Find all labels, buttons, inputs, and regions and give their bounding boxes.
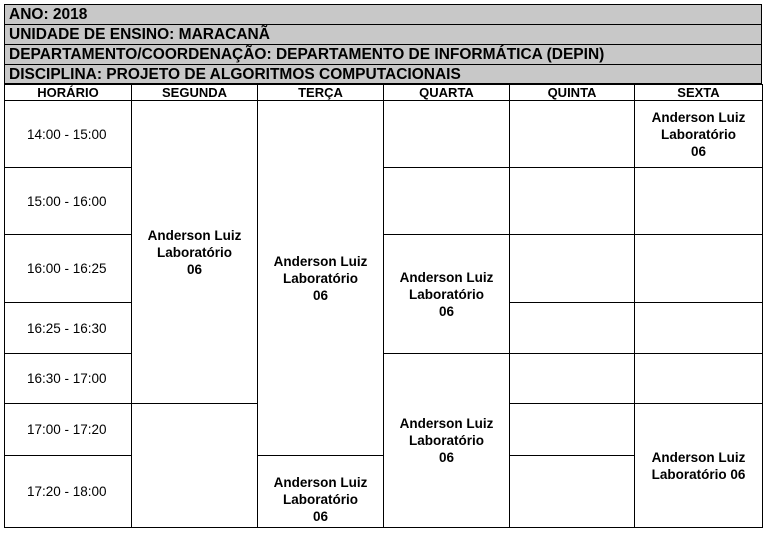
table-header-row [5,85,763,101]
col-quinta: QUINTA [510,85,635,101]
teacher-name: Anderson Luiz [273,253,368,269]
teacher-name: Anderson Luiz [273,475,368,490]
col-quarta: QUARTA [384,85,510,101]
room-number: 06 [312,509,329,524]
empty-cell [510,303,635,354]
room-number: 06 [312,287,329,303]
col-terca: TERÇA [258,85,384,101]
col-horario: HORÁRIO [5,85,132,101]
time-slot: 17:20 - 18:00 [5,456,132,528]
teacher-name: Anderson Luiz [399,269,494,285]
time-slot: 17:00 - 17:20 [5,404,132,456]
class-sexta-1 [635,101,763,168]
empty-cell [510,456,635,528]
empty-cell [635,235,763,303]
empty-cell [510,101,635,168]
schedule-table [4,84,763,528]
empty-cell [384,101,510,168]
empty-cell [510,235,635,303]
empty-cell [510,354,635,404]
empty-cell [132,404,258,528]
empty-cell [510,404,635,456]
class-terca-2 [258,456,384,528]
room-name: Laboratório [660,126,736,142]
room-number: 06 [690,143,707,159]
table-row [5,168,763,235]
class-segunda [132,101,258,404]
empty-cell [384,168,510,235]
empty-cell [635,354,763,404]
room-number: 06 [438,450,455,465]
time-slot: 16:30 - 17:00 [5,354,132,404]
schedule-sheet [4,4,762,528]
room-name: Laboratório [282,492,358,507]
empty-cell [635,303,763,354]
class-quarta-1 [384,235,510,354]
room-number: 06 [438,303,455,319]
table-row [5,354,763,404]
table-row [5,235,763,303]
time-slot: 15:00 - 16:00 [5,168,132,235]
empty-cell [635,168,763,235]
teacher-name: Anderson Luiz [651,109,746,125]
room-name: Laboratório [156,244,232,260]
class-quarta-2 [384,354,510,528]
unit-header: UNIDADE DE ENSINO: MARACANÃ [4,24,762,44]
teacher-name: Anderson Luiz [147,227,242,243]
department-header: DEPARTAMENTO/COORDENAÇÃO: DEPARTAMENTO DE INFORMÁTICA (DEPIN) [4,44,762,64]
teacher-name: Anderson Luiz [399,416,494,431]
room-name: Laboratório [408,433,484,448]
year-header: ANO: 2018 [4,4,762,24]
col-sexta: SEXTA [635,85,763,101]
room-name: Laboratório [282,270,358,286]
class-sexta-2 [635,404,763,528]
empty-cell [510,168,635,235]
class-terca-1 [258,101,384,456]
room-number: 06 [186,261,203,277]
room-name: Laboratório [408,286,484,302]
time-slot: 16:25 - 16:30 [5,303,132,354]
col-segunda: SEGUNDA [132,85,258,101]
time-slot: 14:00 - 15:00 [5,101,132,168]
teacher-name: Anderson Luiz [651,449,746,465]
room-name: Laboratório 06 [651,466,746,482]
time-slot: 16:00 - 16:25 [5,235,132,303]
discipline-header: DISCIPLINA: PROJETO DE ALGORITMOS COMPUTACIONAIS [4,64,762,84]
table-row [5,101,763,168]
